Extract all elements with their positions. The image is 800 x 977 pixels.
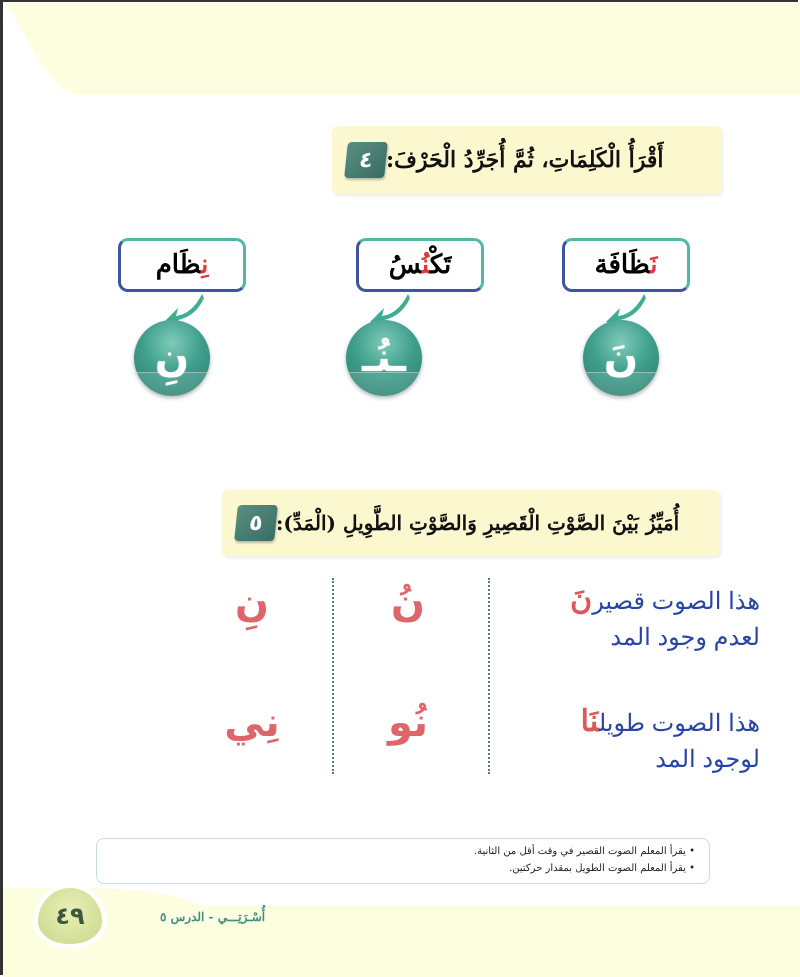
bottom-decorative-band	[3, 905, 800, 977]
teacher-note: • يقرأ المعلم الصوت الطويل بمقدار حركتين.	[509, 863, 695, 874]
letter-ball-nu	[346, 320, 422, 396]
teacher-note: • يقرأ المعلم الصوت القصير في وقت أقل من الثانية.	[473, 846, 695, 857]
word-highlight: نِ	[201, 250, 209, 280]
long-sound-ni: نِي	[224, 700, 280, 746]
word-rest: ظَافَة	[594, 250, 651, 280]
lesson-label: أُسْـرَتِـــي - الدرس ٥	[160, 910, 266, 924]
extracted-letter: نِ	[154, 335, 190, 381]
word-card-taknus	[356, 238, 484, 292]
exercise-4-header	[332, 126, 722, 194]
desc-text: لوجود المد	[655, 746, 760, 773]
exercise-5-title: أُمَيِّزُ بَيْنَ الصَّوْتِ الْقَصِيرِ وَالصَّوْتِ الطَّوِيلِ (الْمَدِّ):	[276, 511, 680, 535]
word-highlight: نُ	[421, 250, 430, 280]
exercise-4-title: أَقْرَأُ الْكَلِمَاتِ، ثُمَّ أُجَرِّدُ الْحَرْفَ:	[386, 147, 664, 173]
word-prefix: تَكْ	[429, 250, 452, 280]
page-number: ٤٩	[38, 888, 102, 944]
desc-text: لعدم وجود المد	[610, 624, 760, 651]
desc-text: هذا الصوت طويل	[598, 710, 760, 737]
top-decorative-band	[6, 3, 800, 95]
desc-letter: نَا	[580, 705, 599, 738]
short-sound-description	[570, 582, 760, 656]
desc-text: هذا الصوت قصير	[592, 588, 760, 615]
teacher-notes-box	[96, 838, 710, 884]
short-sound-nu: نُ	[390, 580, 426, 626]
exercise-5-header	[222, 490, 720, 556]
extracted-letter: ـنُـ	[362, 335, 406, 381]
word-card-nizam	[118, 238, 246, 292]
dotted-divider	[332, 578, 334, 774]
exercise-5-number-badge: ٥	[234, 505, 278, 541]
word-card-nazafa	[562, 238, 690, 292]
dotted-divider	[488, 578, 490, 774]
desc-letter: نَ	[570, 583, 593, 616]
letter-ball-ni	[134, 320, 210, 396]
word-highlight: نَ	[650, 250, 658, 280]
long-sound-description	[581, 704, 760, 778]
letter-ball-na	[583, 320, 659, 396]
word-rest: سُ	[388, 250, 422, 280]
extracted-letter: نَ	[603, 335, 639, 381]
long-sound-nu: نُو	[387, 700, 429, 746]
short-sound-ni: نِ	[234, 580, 270, 626]
word-rest: ظَام	[155, 250, 202, 280]
exercise-4-number-badge: ٤	[344, 142, 388, 178]
